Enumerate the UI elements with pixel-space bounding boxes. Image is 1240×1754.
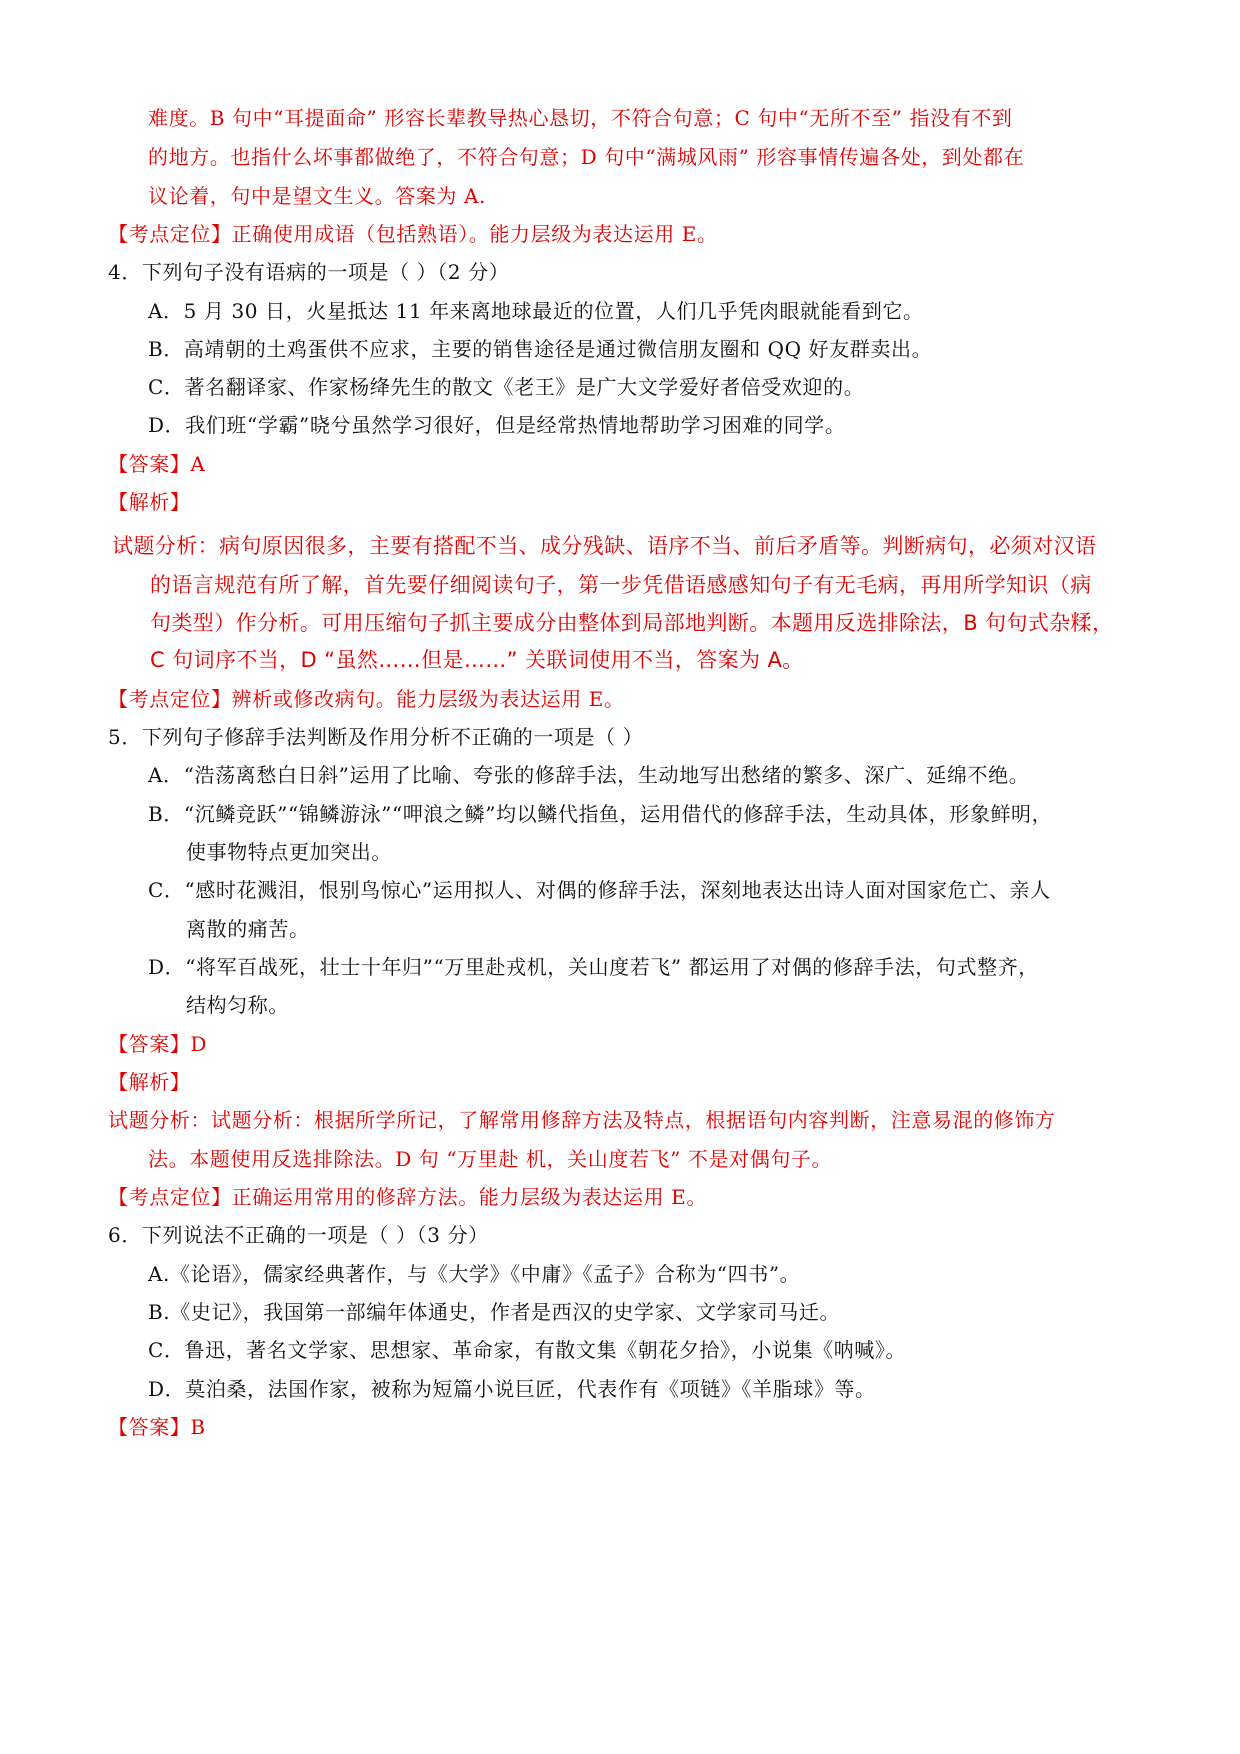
q4-option-c: C．著名翻译家、作家杨绛先生的散文《老王》是广大文学爱好者倍受欢迎的。 bbox=[148, 375, 865, 399]
q4-analysis-line-1: 试题分析：病句原因很多，主要有搭配不当、成分残缺、语序不当、前后矛盾等。判断病句，必须对汉语 bbox=[112, 534, 1097, 558]
q5-option-c: C．“感时花溅泪，恨别鸟惊心”运用拟人、对偶的修辞手法，深刻地表达出诗人面对国家危亡、亲人 bbox=[148, 878, 1051, 902]
q3-kaodian: 【考点定位】正确使用成语（包括熟语）。能力层级为表达运用 E。 bbox=[108, 222, 718, 246]
q4-option-b: B．高靖朝的土鸡蛋供不应求，主要的销售途径是通过微信朋友圈和 QQ 好友群卖出。 bbox=[148, 337, 933, 361]
q5-option-d: D．“将军百战死，壮士十年归”“万里赴戎机，关山度若飞” 都运用了对偶的修辞手法，句式整齐， bbox=[148, 955, 1039, 979]
q5-stem: 5．下列句子修辞手法判断及作用分析不正确的一项是（ ） bbox=[108, 725, 644, 749]
q5-option-b: B．“沉鳞竞跃”“锦鳞游泳”“呷浪之鳞”均以鳞代指鱼，运用借代的修辞手法，生动具体，形象鲜明， bbox=[148, 802, 1053, 826]
q5-option-c-cont: 离散的痛苦。 bbox=[186, 917, 310, 941]
q4-jiexi-label: 【解析】 bbox=[108, 490, 191, 514]
q5-jiexi-label: 【解析】 bbox=[108, 1070, 191, 1094]
q3-analysis-line-3: 议论着，句中是望文生义。答案为 A. bbox=[148, 184, 486, 208]
q6-option-d: D．莫泊桑，法国作家，被称为短篇小说巨匠，代表作有《项链》《羊脂球》等。 bbox=[148, 1377, 876, 1401]
q5-option-b-cont: 使事物特点更加突出。 bbox=[186, 840, 392, 864]
q4-option-a: A．5 月 30 日，火星抵达 11 年来离地球最近的位置，人们几乎凭肉眼就能看到它。 bbox=[148, 299, 924, 323]
q4-option-d: D．我们班“学霸”晓兮虽然学习很好，但是经常热情地帮助学习困难的同学。 bbox=[148, 413, 846, 437]
q6-option-a: A.《论语》，儒家经典著作，与《大学》《中庸》《孟子》合称为“四书”。 bbox=[148, 1262, 801, 1286]
q4-kaodian: 【考点定位】辨析或修改病句。能力层级为表达运用 E。 bbox=[108, 687, 625, 711]
q4-analysis-line-3: 句类型）作分析。可用压缩句子抓主要成分由整体到局部地判断。本题用反选排除法，B 句句式杂糅， bbox=[150, 611, 1114, 635]
q3-analysis-line-2: 的地方。也指什么坏事都做绝了，不符合句意；D 句中“满城风雨” 形容事情传遍各处，到处都在 bbox=[148, 145, 1025, 169]
q4-analysis-line-2: 的语言规范有所了解，首先要仔细阅读句子，第一步凭借语感感知句子有无毛病，再用所学知识（病 bbox=[150, 573, 1092, 597]
q4-analysis-line-4: C 句词序不当，D “虽然……但是……” 关联词使用不当，答案为 A。 bbox=[150, 648, 804, 672]
q5-kaodian: 【考点定位】正确运用常用的修辞方法。能力层级为表达运用 E。 bbox=[108, 1185, 707, 1209]
q4-stem: 4．下列句子没有语病的一项是（ ）（2 分） bbox=[108, 260, 510, 284]
q6-stem: 6．下列说法不正确的一项是（ ）（3 分） bbox=[108, 1223, 489, 1247]
q5-option-a: A．“浩荡离愁白日斜”运用了比喻、夸张的修辞手法，生动地写出愁绪的繁多、深广、延绵不绝。 bbox=[148, 763, 1030, 787]
q6-option-c: C．鲁迅，著名文学家、思想家、革命家，有散文集《朝花夕拾》，小说集《呐喊》。 bbox=[148, 1338, 907, 1362]
q3-analysis-line-1: 难度。B 句中“耳提面命” 形容长辈教导热心恳切，不符合句意；C 句中“无所不至” 指没有不到 bbox=[148, 106, 1013, 130]
q5-analysis-line-1: 试题分析：试题分析：根据所学所记，了解常用修辞方法及特点，根据语句内容判断，注意易混的修饰方 bbox=[108, 1108, 1056, 1132]
q5-option-d-cont: 结构匀称。 bbox=[186, 993, 289, 1017]
q6-answer: 【答案】B bbox=[108, 1415, 206, 1439]
q5-answer: 【答案】D bbox=[108, 1032, 208, 1056]
q5-analysis-line-2: 法。本题使用反选排除法。D 句 “万里赴 机，关山度若飞” 不是对偶句子。 bbox=[148, 1147, 833, 1171]
q4-answer: 【答案】A bbox=[108, 452, 206, 476]
q6-option-b: B.《史记》，我国第一部编年体通史，作者是西汉的史学家、文学家司马迁。 bbox=[148, 1300, 841, 1324]
